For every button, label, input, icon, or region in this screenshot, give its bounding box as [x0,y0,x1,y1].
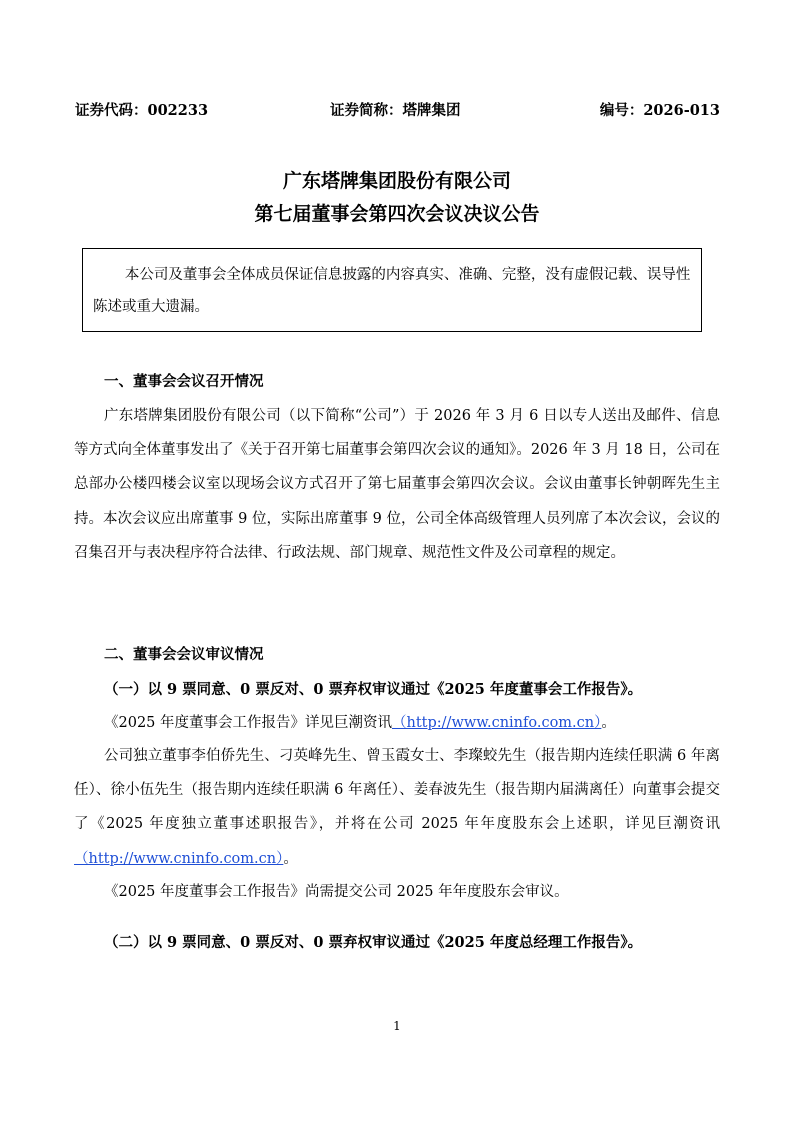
section-1-heading: 一、董事会会议召开情况 [104,373,264,390]
resolution-1-note: 《2025 年度董事会工作报告》尚需提交公司 2025 年年度股东会审议。 [104,884,569,900]
cninfo-link[interactable]: （http://www.cninfo.com.cn） [392,715,602,731]
resolution-2-heading: （二）以 9 票同意、0 票反对、0 票弃权审议通过《2025 年度总经理工作报告》。 [104,934,643,951]
independent-directors-paragraph [74,739,720,876]
disclaimer-text: 本公司及董事会全体成员保证信息披露的内容真实、准确、完整，没有虚假记载、误导性陈述或重大遗漏。 [93,267,691,315]
page-number: 1 [393,1019,401,1033]
resolution-1-reference [104,713,616,733]
document-header [75,101,720,121]
stock-short-name: 证券简称：塔牌集团 [330,102,461,119]
resolution-1-reference-end: 。 [601,715,616,731]
resolution-1-heading: （一）以 9 票同意、0 票反对、0 票弃权审议通过《2025 年度董事会工作报告》。 [104,681,643,698]
cninfo-link-2[interactable]: （http://www.cninfo.com.cn） [74,850,284,867]
announcement-title: 第七届董事会第四次会议决议公告 [254,203,540,225]
resolution-1-reference-text: 《2025 年度董事会工作报告》详见巨潮资讯 [104,715,393,731]
disclaimer-box [82,248,702,332]
independent-directors-text: 公司独立董事李伯侨先生、刁英峰先生、曾玉霞女士、李璨蛟先生（报告期内连续任职满 6 年离任）、徐小伍先生（报告期内连续任职满 6 年离任）、姜春波先生（报告期内届满离任）向董事会提交了《2025 年度独立董事述职报告》，并将在公司 2025 年年度股东会上述职，详见巨潮资讯 [74,748,720,833]
company-title: 广东塔牌集团股份有限公司 [282,170,511,192]
stock-code: 证券代码：002233 [75,102,209,119]
section-2-heading: 二、董事会会议审议情况 [104,646,264,663]
section-1-body: 广东塔牌集团股份有限公司（以下简称“公司”）于 2026 年 3 月 6 日以专人送出及邮件、信息等方式向全体董事发出了《关于召开第七届董事会第四次会议的通知》。2026 年 3 月 18 日，公司在总部办公楼四楼会议室以现场会议方式召开了第七届董事会第四次会议。会议由董事长钟朝晖先生主持。本次会议应出席董事 9 位，实际出席董事 9 位，公司全体高级管理人员列席了本次会议，会议的召集召开与表决程序符合法律、行政法规、部门规章、规范性文件及公司章程的规定。 [74,408,720,561]
independent-directors-end: 。 [283,850,298,867]
document-number: 编号：2026-013 [599,102,720,119]
